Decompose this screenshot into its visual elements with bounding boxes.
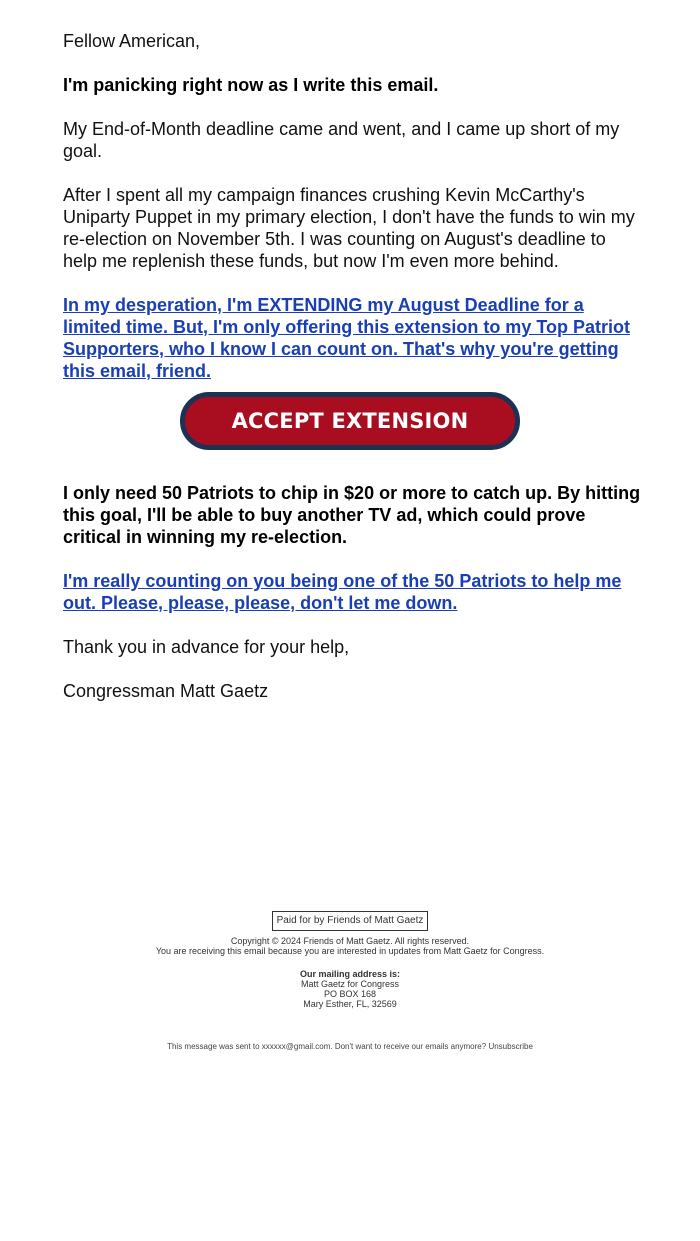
address-line-3: Mary Esther, FL, 32569 bbox=[303, 999, 397, 1009]
finances-paragraph: After I spent all my campaign finances crushing Kevin McCarthy's Uniparty Puppet in my primary election, I don't have the funds to win my re-election on November 5th. I was counting on August's deadline to help me replenish these funds, but now I'm even more behind. bbox=[63, 185, 635, 271]
email-body bbox=[63, 30, 643, 404]
accept-extension-button[interactable] bbox=[180, 392, 520, 450]
unsubscribe-line bbox=[0, 1042, 700, 1052]
copyright-line: Copyright © 2024 Friends of Matt Gaetz. All rights reserved. bbox=[230, 936, 470, 946]
panic-line: I'm panicking right now as I write this email. bbox=[63, 75, 439, 95]
email-footer bbox=[0, 910, 700, 1009]
sent-to-text: This message was sent to xxxxxx@gmail.com. Don't want to receive our emails anymore? bbox=[167, 1042, 487, 1051]
signature: Congressman Matt Gaetz bbox=[63, 681, 269, 701]
paid-for-disclaimer: Paid for by Friends of Matt Gaetz bbox=[272, 911, 429, 931]
greeting: Fellow American, bbox=[63, 31, 201, 51]
address-line-2: PO BOX 168 bbox=[323, 989, 377, 999]
deadline-paragraph: My End-of-Month deadline came and went, and I came up short of my goal. bbox=[63, 119, 620, 161]
mailing-header: Our mailing address is: bbox=[299, 969, 401, 979]
accept-extension-label: ACCEPT EXTENSION bbox=[231, 409, 469, 433]
thanks-line: Thank you in advance for your help, bbox=[63, 637, 350, 657]
receiving-line: You are receiving this email because you are interested in updates from Matt Gaetz for Congress. bbox=[155, 946, 545, 956]
accept-extension-button-wrap bbox=[180, 392, 520, 450]
address-line-1: Matt Gaetz for Congress bbox=[300, 979, 400, 989]
extension-link[interactable]: In my desperation, I'm EXTENDING my August Deadline for a limited time. But, I'm only offering this extension to my Top Patriot Supporters, who I know I can count on. That's why you're getting this email, friend. bbox=[63, 295, 630, 381]
mailing-address bbox=[0, 969, 700, 1009]
email-body-lower bbox=[63, 482, 643, 724]
need-paragraph: I only need 50 Patriots to chip in $20 or more to catch up. By hitting this goal, I'll be able to buy another TV ad, which could prove critical in winning my re-election. bbox=[63, 483, 641, 547]
unsubscribe-link[interactable]: Unsubscribe bbox=[488, 1042, 533, 1051]
counting-link[interactable]: I'm really counting on you being one of the 50 Patriots to help me out. Please, please, please, don't let me down. bbox=[63, 571, 622, 613]
